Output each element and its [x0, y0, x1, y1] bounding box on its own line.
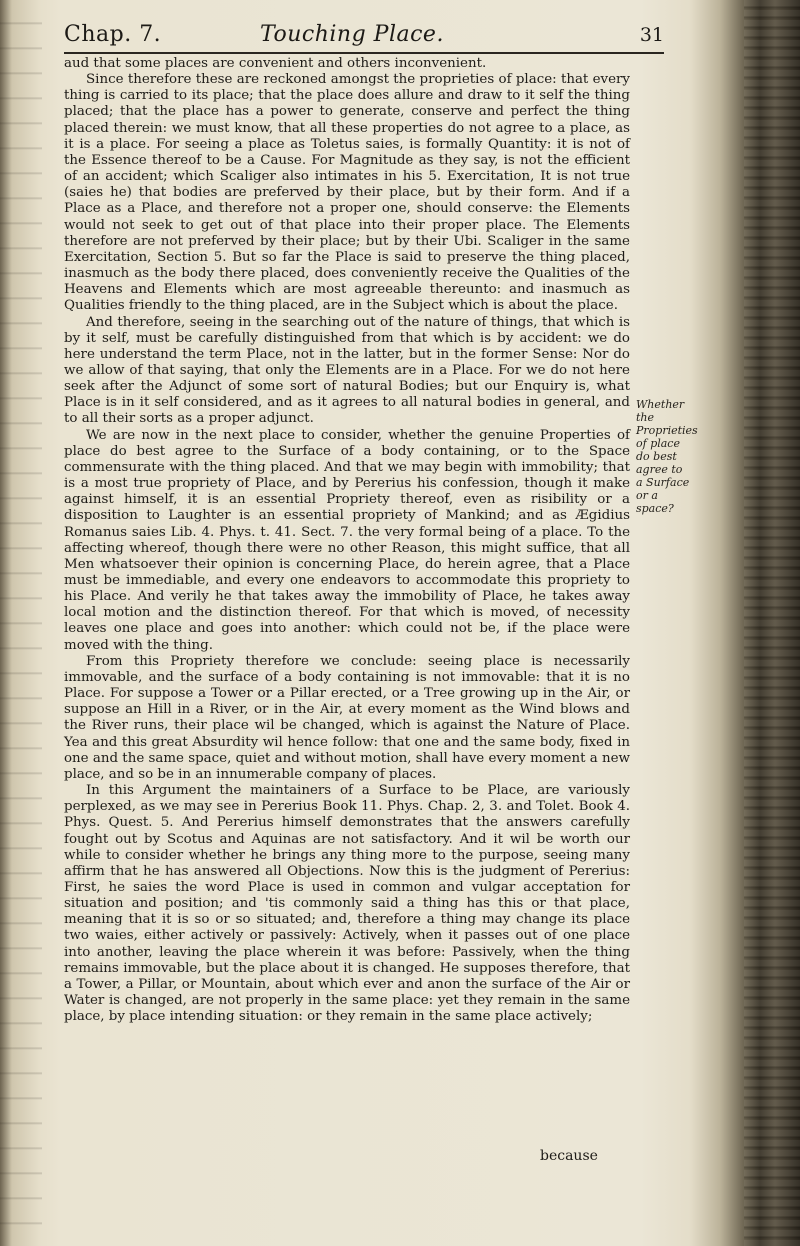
- paragraph: From this Propriety therefore we conclude: seeing place is necessarily immovable, and the surface of a body containing is not immovable: that it is no Place. For suppose a Tower or a Pillar erected, or a Tree growing up in the Air, or suppose an Hill in a River, or in the Air, at every moment as the Wind blows and the River runs, their place wil be changed, which is against the Nature of Place. Yea and this great Absurdity wil hence follow: that one and the same body, fixed in one and the same space, quiet and without motion, shall have every moment a new place, and so be in an innumerable company of places.: [64, 653, 630, 782]
- header-rule: [64, 52, 664, 54]
- catchword: because: [540, 1148, 598, 1164]
- previous-page-edge: [0, 0, 42, 1246]
- paragraph: And therefore, seeing in the searching out of the nature of things, that which is by it self, must be carefully distinguished from that which is by accident: we do here understand the term Place, not in the latter, but in the former Sense: Nor do we allow of that saying, that only the Elements are in a Place. For we do not here seek after the Adjunct of some sort of natural Bodies; but our Enquiry is, what Place is in it self considered, and as it agrees to all natural bodies in general, and to all their sorts as a proper adjunct.: [64, 314, 630, 427]
- paragraph: We are now in the next place to consider, whether the genuine Properties of place do best agree to the Surface of a body containing, or to the Space commensurate with the thing placed. And that we may begin with immobility; that is a most true propriety of Place, and by Pererius his confession, though it make against himself, it is an essential Propriety thereof, even as risibility or a disposition to Laughter is an essential propriety of Mankind; and as Ægidius Romanus saies Lib. 4. Phys. t. 41. Sect. 7. the very formal being of a place. To the affecting whereof, though there were no other Reason, this might suffice, that all Men whatsoever their opinion is concerning Place, do herein agree, that a Place must be immediable, and every one endeavors to accommodate this propriety to his Place. And verily he that takes away the immobility of Place, he takes away local motion and the distinction thereof. For that which is moved, of necessity leaves one place and goes into another: which could not be, if the place were moved with the thing.: [64, 427, 630, 653]
- chapter-label: Chap. 7.: [64, 22, 162, 47]
- body-text: [64, 56, 630, 1025]
- running-header: [64, 22, 664, 56]
- page-number: 31: [639, 24, 664, 46]
- running-title: Touching Place.: [260, 22, 444, 47]
- page-stack-edge: [744, 0, 800, 1246]
- paragraph-continuation: aud that some places are convenient and others inconvenient.: [64, 56, 487, 71]
- paragraph: In this Argument the maintainers of a Surface to be Place, are variously perplexed, as we may see in Pererius Book 11. Phys. Chap. 2, 3. and Tolet. Book 4. Phys. Quest. 5. And Pererius himself demonstrates that the answers carefully fought out by Scotus and Aquinas are not satisfactory. And it wil be worth our while to consider whether he brings any thing more to the purpose, seeing many affirm that he has answered all Objections. Now this is the judgment of Pererius: First, he saies the word Place is used in common and vulgar acceptation for situation and position; and 'tis commonly said a thing has this or that place, meaning that it is so or so situated; and, therefore a thing may change its place two waies, either actively or passively: Actively, when it passes out of one place into another, leaving the place wherein it was before: Passively, when the thing remains immovable, but the place about it is changed. He supposes therefore, that a Tower, a Pillar, or Mountain, about which ever and anon the surface of the Air or Water is changed, are not properly in the same place: yet they remain in the same place, by place intending situation: or they remain in the same place actively;: [64, 783, 630, 1025]
- marginal-note: Whether the Proprieties of place do best agree to a Surface or a space?: [636, 398, 698, 515]
- paragraph: Since therefore these are reckoned amongst the proprieties of place: that every thing is carried to its place; that the place does allure and draw to it self the thing placed; that the place has a power to generate, conserve and perfect the thing placed therein: we must know, that all these properties do not agree to a place, as it is a place. For seeing a place as Toletus saies, is formally Quantity: it is not of the Essence thereof to be a Cause. For Magnitude as they say, is not the efficient of an accident; which Scaliger also intimates in his 5. Exercitation, It is not true (saies he) that bodies are preferved by their place, but by their form. And if a Place as a Place, and therefore not a proper one, should conserve: the Elements would not seek to get out of that place into their proper place. The Elements therefore are not preferved by their place; but by their Ubi. Scaliger in the same Exercitation, Section 5. But so far the Place is said to preserve the thing placed, inasmuch as the body there placed, does conveniently receive the Qualities of the Heavens and Elements which are most agreeable thereunto: and inasmuch as Qualities friendly to the thing placed, are in the Subject which is about the place.: [64, 72, 630, 314]
